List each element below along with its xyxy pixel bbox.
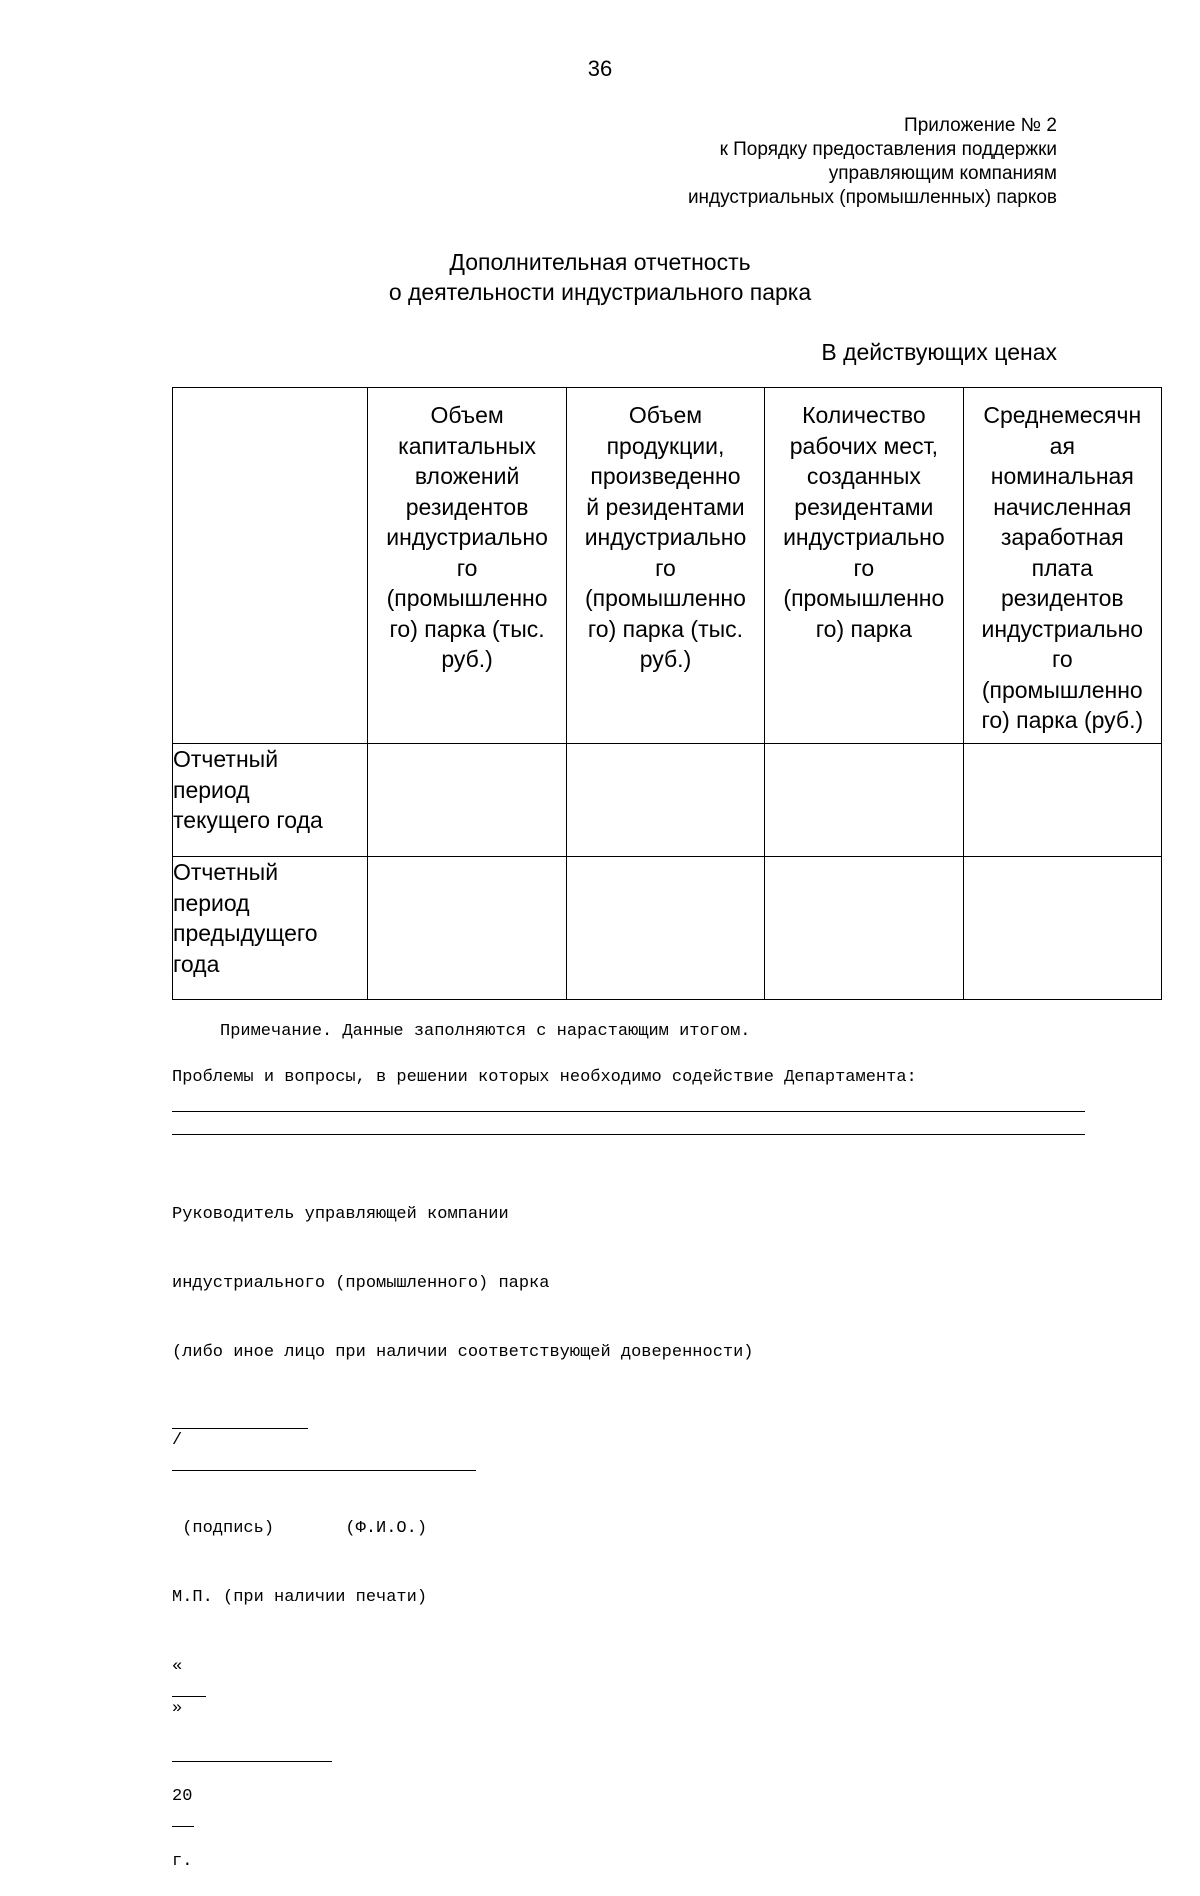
problems-label: Проблемы и вопросы, в решении которых необходимо содействие Департамента: [172,1068,917,1087]
document-title [0,247,1200,307]
year-suffix: г. [172,1852,193,1871]
header-production-volume: Объем продукции, произведенно й резидентами индустриально го (промышленно го) парка (тыс. руб.) [566,388,764,744]
title-line: Дополнительная отчетность [449,249,751,275]
signature-blank[interactable] [172,1410,308,1429]
month-blank[interactable] [172,1743,332,1762]
appendix-line: Приложение № 2 [904,115,1057,136]
table-cell[interactable] [765,744,963,857]
appendix-line: управляющим компаниям [828,163,1057,184]
stamp-note: М.П. (при наличии печати) [172,1588,428,1607]
appendix-line: индустриальных (промышленных) парков [687,187,1057,208]
prices-note: В действующих ценах [821,339,1057,365]
signature-slash: / [172,1431,183,1450]
table-cell[interactable] [566,857,764,1000]
table-cell[interactable] [368,857,566,1000]
table-cell[interactable] [566,744,764,857]
table-cell[interactable] [368,744,566,857]
row-label-current-year: Отчетный период текущего года [173,744,368,857]
header-empty-cell [173,388,368,744]
table-row [173,857,1162,1000]
day-blank[interactable] [172,1678,206,1697]
header-jobs-created: Количество рабочих мест, созданных резидентами индустриально го (промышленно го) парка [765,388,963,744]
signature-block [172,1157,754,1896]
date-quote-close: » [172,1699,183,1718]
appendix-reference [688,114,1057,210]
signatory-title-line: индустриального (промышленного) парка [172,1274,550,1293]
problems-answer-line[interactable] [172,1134,1085,1135]
table-header-row [173,388,1162,744]
problems-answer-line[interactable] [172,1111,1085,1112]
appendix-line: к Порядку предоставления поддержки [719,139,1057,160]
date-line [172,1655,754,1873]
signatory-title-line: Руководитель управляющей компании [172,1205,509,1224]
table-row [173,744,1162,857]
table-cell[interactable] [963,744,1161,857]
full-name-blank[interactable] [172,1452,476,1471]
signature-captions: (подпись) (Ф.И.О.) [172,1519,428,1538]
table-cell[interactable] [765,857,963,1000]
page-number: 36 [587,56,613,81]
title-line: о деятельности индустриального парка [388,279,812,305]
header-average-salary: Среднемесячн ая номинальная начисленная заработная плата резидентов индустриально го (промышленно го) парка (руб.) [963,388,1161,744]
report-table [172,387,1162,1000]
table-cell[interactable] [963,857,1161,1000]
year-blank[interactable] [172,1808,194,1827]
signatory-title-line: (либо иное лицо при наличии соответствующей доверенности) [172,1343,754,1362]
date-quote-open: « [172,1657,183,1676]
header-capital-investment: Объем капитальных вложений резидентов индустриально го (промышленно го) парка (тыс. руб.) [368,388,566,744]
signature-line [172,1410,754,1471]
row-label-previous-year: Отчетный период предыдущего года [173,857,368,1000]
table-note: Примечание. Данные заполняются с нарастающим итогом. [220,1022,751,1041]
year-prefix: 20 [172,1787,193,1806]
